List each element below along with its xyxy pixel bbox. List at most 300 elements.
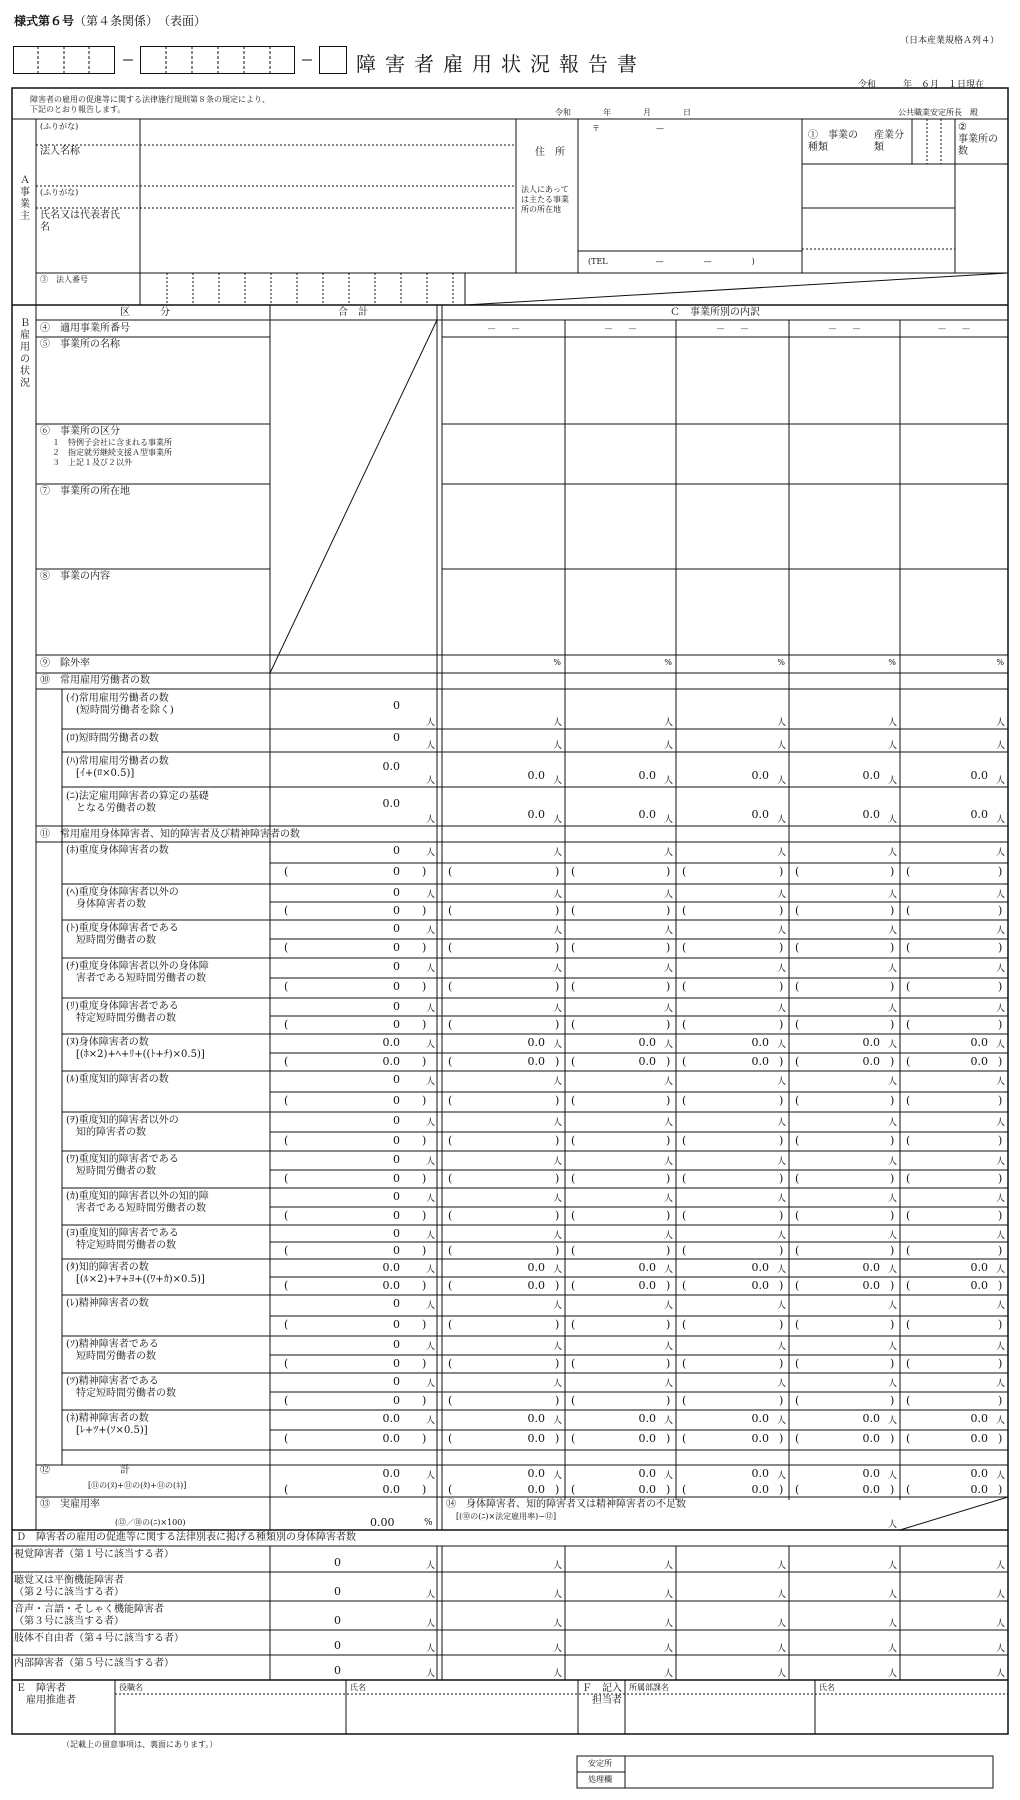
unit-label: 人 bbox=[553, 815, 563, 825]
disabled-row-total[interactable]: 0 bbox=[393, 1338, 400, 1351]
workers-row-cell[interactable]: 0.0 bbox=[527, 769, 545, 782]
disability-type-total[interactable]: 0 bbox=[334, 1556, 341, 1569]
disabled-row-total[interactable]: 0 bbox=[393, 844, 400, 857]
unit-label: 人 bbox=[553, 890, 563, 900]
disabled-row-total-sub[interactable]: 0 bbox=[393, 1134, 400, 1147]
paren-open: ( bbox=[795, 1172, 800, 1185]
position-field[interactable] bbox=[115, 1695, 346, 1734]
total-cell-sub[interactable]: 0.0 bbox=[527, 1483, 545, 1496]
disabled-row-cell[interactable]: 0.0 bbox=[862, 1412, 880, 1425]
paren-close: ) bbox=[890, 1018, 895, 1031]
unit-label: 人 bbox=[996, 776, 1006, 786]
unit-label: 人 bbox=[426, 741, 436, 751]
paren-open: ( bbox=[682, 1432, 687, 1445]
paren-close: ) bbox=[422, 1279, 427, 1292]
disabled-row-cell[interactable]: 0.0 bbox=[970, 1412, 988, 1425]
paren-open: ( bbox=[284, 1279, 289, 1292]
paren-close: ) bbox=[422, 1209, 427, 1222]
unit-label: 人 bbox=[553, 1471, 563, 1481]
unit-label: 人 bbox=[777, 1004, 787, 1014]
paren-open: ( bbox=[795, 904, 800, 917]
disabled-row-cell-sub[interactable]: 0.0 bbox=[638, 1279, 656, 1292]
paren-close: ) bbox=[890, 1244, 895, 1257]
paren-open: ( bbox=[906, 904, 911, 917]
disabled-row-cell-sub[interactable]: 0.0 bbox=[751, 1279, 769, 1292]
unit-label: 人 bbox=[426, 890, 436, 900]
paren-close: ) bbox=[998, 1134, 1003, 1147]
paren-close: ) bbox=[666, 1209, 671, 1222]
actual-rate-value[interactable]: 0.00 bbox=[370, 1516, 395, 1529]
paren-open: ( bbox=[284, 941, 289, 954]
workers-row-cell[interactable]: 0.0 bbox=[862, 769, 880, 782]
total-cell[interactable]: 0.0 bbox=[970, 1467, 988, 1480]
position-label: 役職名 bbox=[119, 1683, 143, 1692]
paren-close: ) bbox=[666, 865, 671, 878]
address-label: 住 所 bbox=[535, 147, 565, 158]
disabled-row-cell-sub[interactable]: 0.0 bbox=[638, 1055, 656, 1068]
paren-open: ( bbox=[906, 980, 911, 993]
workers-row-cell[interactable]: 0.0 bbox=[751, 769, 769, 782]
disabled-row-cell[interactable]: 0.0 bbox=[751, 1261, 769, 1274]
workers-row-cell[interactable]: 0.0 bbox=[970, 808, 988, 821]
disabled-row-label: (ﾈ)精神障害者の数 [ﾚ+ﾂ+(ｿ×0.5)] bbox=[66, 1413, 149, 1436]
disabled-row-cell[interactable]: 0.0 bbox=[862, 1261, 880, 1274]
disabled-row-cell[interactable]: 0.0 bbox=[751, 1036, 769, 1049]
disabled-row-total[interactable]: 0 bbox=[393, 922, 400, 935]
unit-label: 人 bbox=[426, 718, 436, 728]
paren-close: ) bbox=[890, 1279, 895, 1292]
disabled-row-cell-sub[interactable]: 0.0 bbox=[970, 1055, 988, 1068]
business-type-label: ① 事業の種類 bbox=[808, 130, 858, 153]
total-cell[interactable]: 0.0 bbox=[638, 1467, 656, 1480]
paren-open: ( bbox=[571, 1094, 576, 1107]
paren-close: ) bbox=[779, 1094, 784, 1107]
paren-open: ( bbox=[682, 1094, 687, 1107]
unit-label: 人 bbox=[888, 1471, 898, 1481]
office-no-dashes[interactable]: — — bbox=[938, 324, 970, 333]
paren-open: ( bbox=[682, 1209, 687, 1222]
disabled-row-cell-sub[interactable]: 0.0 bbox=[751, 1432, 769, 1445]
paren-close: ) bbox=[890, 1357, 895, 1370]
unit-label: 人 bbox=[664, 1644, 674, 1654]
name-label-2: 氏名 bbox=[819, 1683, 835, 1692]
disabled-row-cell-sub[interactable]: 0.0 bbox=[862, 1055, 880, 1068]
paren-open: ( bbox=[571, 1357, 576, 1370]
unit-label: 人 bbox=[996, 1118, 1006, 1128]
unit-label: 人 bbox=[664, 1265, 674, 1275]
unit-label: 人 bbox=[426, 1265, 436, 1275]
paren-open: ( bbox=[682, 865, 687, 878]
paren-open: ( bbox=[571, 904, 576, 917]
paren-close: ) bbox=[555, 1134, 560, 1147]
unit-label: 人 bbox=[888, 1590, 898, 1600]
disabled-row-total[interactable]: 0 bbox=[393, 1000, 400, 1013]
workers-row-total[interactable]: 0.0 bbox=[382, 759, 400, 773]
unit-label: 人 bbox=[426, 776, 436, 786]
disabled-row-cell-sub[interactable]: 0.0 bbox=[527, 1055, 545, 1068]
unit-label: 人 bbox=[888, 1561, 898, 1571]
paren-close: ) bbox=[998, 1279, 1003, 1292]
row-office-category: ⑥ 事業所の区分 bbox=[40, 426, 120, 437]
paren-close: ) bbox=[555, 865, 560, 878]
unit-label: 人 bbox=[777, 1379, 787, 1389]
workers-row-cell[interactable]: 0.0 bbox=[751, 808, 769, 821]
unit-label: 人 bbox=[996, 1379, 1006, 1389]
unit-label: 人 bbox=[553, 1004, 563, 1014]
office-no-dashes[interactable]: — — bbox=[828, 324, 861, 333]
paren-open: ( bbox=[571, 1209, 576, 1222]
disabled-row-total-sub[interactable]: 0.0 bbox=[382, 1279, 400, 1292]
paren-open: ( bbox=[284, 980, 289, 993]
workers-row-cell[interactable]: 0.0 bbox=[527, 808, 545, 821]
paren-open: ( bbox=[571, 1055, 576, 1068]
disabled-row-total[interactable]: 0 bbox=[393, 1227, 400, 1240]
paren-close: ) bbox=[779, 980, 784, 993]
disabled-row-cell[interactable]: 0.0 bbox=[527, 1036, 545, 1049]
unit-label: 人 bbox=[553, 1157, 563, 1167]
disabled-row-total-sub[interactable]: 0 bbox=[393, 1318, 400, 1331]
section-f-label: Ｆ 記入 担当者 bbox=[582, 1683, 622, 1706]
paren-open: ( bbox=[795, 1094, 800, 1107]
disabled-row-total-sub[interactable]: 0 bbox=[393, 980, 400, 993]
paren-open: ( bbox=[571, 1244, 576, 1257]
paren-open: ( bbox=[682, 1134, 687, 1147]
unit-label: 人 bbox=[888, 964, 898, 974]
paren-open: ( bbox=[571, 980, 576, 993]
unit-label: 人 bbox=[777, 926, 787, 936]
addressee: 公共職業安定所長 殿 bbox=[898, 108, 978, 117]
section-d-title: Ｄ 障害者の雇用の促進等に関する法律別表に掲げる種類別の身体障害者数 bbox=[16, 1532, 356, 1543]
paren-open: ( bbox=[682, 1483, 687, 1496]
disabled-row-total-sub[interactable]: 0 bbox=[393, 1018, 400, 1031]
paren-close: ) bbox=[666, 1094, 671, 1107]
paren-close: ) bbox=[555, 1318, 560, 1331]
unit-label: 人 bbox=[996, 1561, 1006, 1571]
row-disabled-workers: ⑪ 常用雇用身体障害者、知的障害者及び精神障害者の数 bbox=[40, 829, 300, 840]
disabled-row-cell-sub[interactable]: 0.0 bbox=[527, 1279, 545, 1292]
office-label-1: 安定所 bbox=[588, 1759, 612, 1768]
paren-open: ( bbox=[682, 1357, 687, 1370]
unit-label: 人 bbox=[664, 1590, 674, 1600]
disabled-row-cell-sub[interactable]: 0.0 bbox=[751, 1055, 769, 1068]
paren-close: ) bbox=[890, 1134, 895, 1147]
unit-label: 人 bbox=[777, 1077, 787, 1087]
total-cell-sub[interactable]: 0.0 bbox=[638, 1483, 656, 1496]
disability-type-total[interactable]: 0 bbox=[334, 1639, 341, 1652]
disabled-row-total[interactable]: 0.0 bbox=[382, 1261, 400, 1274]
paren-close: ) bbox=[998, 1094, 1003, 1107]
office-no-dashes[interactable]: — — bbox=[604, 324, 637, 333]
workers-row-cell[interactable]: 0.0 bbox=[638, 769, 656, 782]
unit-label: 人 bbox=[888, 718, 898, 728]
workers-row-cell[interactable]: 0.0 bbox=[862, 808, 880, 821]
unit-label: 人 bbox=[888, 848, 898, 858]
unit-label: 人 bbox=[777, 1561, 787, 1571]
workers-row-cell[interactable]: 0.0 bbox=[970, 769, 988, 782]
corp-number-label: ③ 法人番号 bbox=[40, 275, 88, 284]
office-no-dashes[interactable]: — — bbox=[716, 324, 749, 333]
paren-close: ) bbox=[998, 865, 1003, 878]
paren-close: ) bbox=[998, 1318, 1003, 1331]
unit-label: 人 bbox=[777, 1342, 787, 1352]
office-count-label: ② 事業所の数 bbox=[958, 122, 998, 157]
paren-open: ( bbox=[571, 1483, 576, 1496]
unit-label: 人 bbox=[553, 1231, 563, 1241]
disabled-row-total[interactable]: 0 bbox=[393, 1153, 400, 1166]
disabled-row-cell[interactable]: 0.0 bbox=[862, 1036, 880, 1049]
paren-close: ) bbox=[555, 1209, 560, 1222]
paren-open: ( bbox=[448, 980, 453, 993]
paren-open: ( bbox=[284, 1394, 289, 1407]
unit-label: 人 bbox=[888, 776, 898, 786]
disabled-row-label: (ﾁ)重度身体障害者以外の身体障 害者である短時間労働者の数 bbox=[66, 961, 209, 984]
paren-open: ( bbox=[682, 1279, 687, 1292]
workers-row-label: (ｲ)常用雇用労働者の数 (短時間労働者を除く) bbox=[66, 693, 174, 716]
furigana-label: (ふりがな) bbox=[40, 122, 79, 131]
total-cell[interactable]: 0.0 bbox=[862, 1467, 880, 1480]
paren-open: ( bbox=[795, 865, 800, 878]
unit-label: 人 bbox=[888, 741, 898, 751]
unit-label: 人 bbox=[553, 741, 563, 751]
unit-label: 人 bbox=[996, 848, 1006, 858]
paren-close: ) bbox=[998, 941, 1003, 954]
disabled-row-total[interactable]: 0 bbox=[393, 886, 400, 899]
disability-type-total[interactable]: 0 bbox=[334, 1614, 341, 1627]
paren-open: ( bbox=[448, 1134, 453, 1147]
unit-label: 人 bbox=[996, 1194, 1006, 1204]
paren-open: ( bbox=[795, 1318, 800, 1331]
disabled-row-cell-sub[interactable]: 0.0 bbox=[527, 1432, 545, 1445]
disabled-row-total-sub[interactable]: 0 bbox=[393, 865, 400, 878]
paren-open: ( bbox=[682, 904, 687, 917]
address-note: 法人にあっては主たる事業所の所在地 bbox=[521, 185, 569, 214]
disabled-row-cell[interactable]: 0.0 bbox=[970, 1261, 988, 1274]
disabled-row-label: (ﾄ)重度身体障害者である 短時間労働者の数 bbox=[66, 923, 179, 946]
unit-label: 人 bbox=[777, 848, 787, 858]
disabled-row-total[interactable]: 0.0 bbox=[382, 1412, 400, 1425]
paren-close: ) bbox=[422, 1357, 427, 1370]
disabled-row-total-sub[interactable]: 0.0 bbox=[382, 1055, 400, 1068]
unit-label: 人 bbox=[996, 1619, 1006, 1629]
disabled-row-total-sub[interactable]: 0 bbox=[393, 1209, 400, 1222]
paren-open: ( bbox=[448, 1483, 453, 1496]
paren-open: ( bbox=[284, 865, 289, 878]
disabled-row-total-sub[interactable]: 0 bbox=[393, 1357, 400, 1370]
paren-close: ) bbox=[779, 1394, 784, 1407]
disability-type-total[interactable]: 0 bbox=[334, 1585, 341, 1598]
industry-label: 産業分類 bbox=[874, 130, 904, 153]
disabled-row-cell[interactable]: 0.0 bbox=[638, 1261, 656, 1274]
unit-label: 人 bbox=[553, 1619, 563, 1629]
department-field[interactable] bbox=[625, 1695, 815, 1734]
paren-close: ) bbox=[422, 1483, 427, 1496]
unit-label: 人 bbox=[996, 890, 1006, 900]
unit-label: 人 bbox=[426, 1040, 436, 1050]
disabled-row-total[interactable]: 0 bbox=[393, 1375, 400, 1388]
disability-type-label: 内部障害者（第５号に該当する者） bbox=[14, 1658, 174, 1669]
paren-open: ( bbox=[284, 1055, 289, 1068]
unit-label: 人 bbox=[553, 1416, 563, 1426]
unit-label: 人 bbox=[996, 1004, 1006, 1014]
disabled-row-total-sub[interactable]: 0 bbox=[393, 1394, 400, 1407]
paren-open: ( bbox=[448, 1318, 453, 1331]
disabled-row-cell-sub[interactable]: 0.0 bbox=[970, 1432, 988, 1445]
disabled-row-cell[interactable]: 0.0 bbox=[527, 1412, 545, 1425]
paren-close: ) bbox=[555, 1172, 560, 1185]
disabled-row-total[interactable]: 0.0 bbox=[382, 1036, 400, 1049]
disabled-row-total[interactable]: 0 bbox=[393, 960, 400, 973]
paren-close: ) bbox=[666, 1318, 671, 1331]
exclusion-rate-unit: % bbox=[777, 658, 785, 667]
unit-label: 人 bbox=[664, 1342, 674, 1352]
disabled-row-total-sub[interactable]: 0.0 bbox=[382, 1432, 400, 1445]
row-office-name: ⑤ 事業所の名称 bbox=[40, 339, 120, 350]
paren-close: ) bbox=[555, 1055, 560, 1068]
unit-label: 人 bbox=[426, 1590, 436, 1600]
paren-close: ) bbox=[555, 1279, 560, 1292]
paren-open: ( bbox=[448, 1244, 453, 1257]
unit-label: 人 bbox=[777, 964, 787, 974]
paren-open: ( bbox=[448, 1094, 453, 1107]
paren-close: ) bbox=[666, 1483, 671, 1496]
disabled-row-total[interactable]: 0 bbox=[393, 1190, 400, 1203]
disabled-row-cell-sub[interactable]: 0.0 bbox=[862, 1432, 880, 1445]
paren-close: ) bbox=[779, 1055, 784, 1068]
total-value[interactable]: 0.0 bbox=[382, 1467, 400, 1480]
paren-open: ( bbox=[284, 1244, 289, 1257]
paren-close: ) bbox=[666, 1172, 671, 1185]
workers-row-total[interactable]: 0 bbox=[393, 699, 400, 712]
paren-open: ( bbox=[571, 941, 576, 954]
paren-close: ) bbox=[779, 904, 784, 917]
unit-label: 人 bbox=[888, 1194, 898, 1204]
unit-label: 人 bbox=[777, 1301, 787, 1311]
paren-close: ) bbox=[666, 1134, 671, 1147]
disabled-row-total-sub[interactable]: 0 bbox=[393, 941, 400, 954]
furigana-label-2: (ふりがな) bbox=[40, 188, 79, 197]
disabled-row-cell[interactable]: 0.0 bbox=[527, 1261, 545, 1274]
disabled-row-total-sub[interactable]: 0 bbox=[393, 1244, 400, 1257]
paren-close: ) bbox=[890, 1432, 895, 1445]
paren-open: ( bbox=[571, 1018, 576, 1031]
paren-close: ) bbox=[998, 1394, 1003, 1407]
total-cell[interactable]: 0.0 bbox=[527, 1467, 545, 1480]
paren-open: ( bbox=[906, 865, 911, 878]
disabled-row-label: (ﾂ)精神障害者である 特定短時間労働者の数 bbox=[66, 1376, 176, 1399]
name-field[interactable] bbox=[346, 1695, 578, 1734]
office-no-dashes[interactable]: — — bbox=[487, 324, 520, 333]
disability-type-total[interactable]: 0 bbox=[334, 1664, 341, 1677]
unit-label: 人 bbox=[664, 1040, 674, 1050]
disabled-row-total[interactable]: 0 bbox=[393, 1073, 400, 1086]
paren-open: ( bbox=[571, 1172, 576, 1185]
unit-label: 人 bbox=[426, 1231, 436, 1241]
row-shortfall: ⑭ 身体障害者、知的障害者又は精神障害者の不足数 bbox=[446, 1499, 686, 1510]
total-cell[interactable]: 0.0 bbox=[751, 1467, 769, 1480]
paren-close: ) bbox=[422, 1394, 427, 1407]
disabled-row-label: (ﾀ)知的障害者の数 [(ﾙ×2)+ｦ+ﾖ+((ﾜ+ｶ)×0.5)] bbox=[66, 1262, 205, 1285]
disabled-row-total-sub[interactable]: 0 bbox=[393, 1172, 400, 1185]
paren-open: ( bbox=[906, 1483, 911, 1496]
paren-close: ) bbox=[555, 980, 560, 993]
row-exclusion-rate: ⑨ 除外率 bbox=[40, 658, 90, 669]
paren-open: ( bbox=[795, 1018, 800, 1031]
total-value-sub[interactable]: 0.0 bbox=[382, 1483, 400, 1496]
name-field-2[interactable] bbox=[815, 1695, 1008, 1734]
disabled-row-cell-sub[interactable]: 0.0 bbox=[970, 1279, 988, 1292]
paren-close: ) bbox=[666, 1244, 671, 1257]
paren-close: ) bbox=[998, 1172, 1003, 1185]
unit-label: 人 bbox=[426, 1157, 436, 1167]
paren-close: ) bbox=[998, 904, 1003, 917]
section-a-side: Ａ 事 業 主 bbox=[20, 175, 30, 222]
paren-close: ) bbox=[555, 941, 560, 954]
paren-close: ) bbox=[555, 1432, 560, 1445]
unit-label: 人 bbox=[888, 1644, 898, 1654]
as-of-date: 令和 年 ６月 １日現在 bbox=[858, 80, 985, 90]
paren-close: ) bbox=[998, 1244, 1003, 1257]
workers-row-total[interactable]: 0 bbox=[393, 730, 400, 744]
unit-label: 人 bbox=[777, 1040, 787, 1050]
disabled-row-total[interactable]: 0 bbox=[393, 1114, 400, 1127]
paren-close: ) bbox=[555, 1094, 560, 1107]
unit-label: 人 bbox=[426, 926, 436, 936]
unit-label: 人 bbox=[777, 1471, 787, 1481]
total-cell-sub[interactable]: 0.0 bbox=[970, 1483, 988, 1496]
paren-open: ( bbox=[448, 1394, 453, 1407]
disabled-row-total-sub[interactable]: 0 bbox=[393, 1094, 400, 1107]
unit-label: 人 bbox=[426, 1004, 436, 1014]
disabled-row-cell-sub[interactable]: 0.0 bbox=[862, 1279, 880, 1292]
paren-close: ) bbox=[779, 865, 784, 878]
total-cell-sub[interactable]: 0.0 bbox=[862, 1483, 880, 1496]
disabled-row-cell-sub[interactable]: 0.0 bbox=[638, 1432, 656, 1445]
category-options: １ 特例子会社に含まれる事業所 ２ 指定就労継続支援Ａ型事業所 ３ 上記１及び２以外 bbox=[52, 438, 172, 467]
exclusion-rate-unit: % bbox=[553, 658, 561, 667]
disabled-row-cell[interactable]: 0.0 bbox=[970, 1036, 988, 1049]
paren-open: ( bbox=[682, 980, 687, 993]
paren-close: ) bbox=[998, 1018, 1003, 1031]
unit-label: 人 bbox=[996, 1644, 1006, 1654]
unit-label: 人 bbox=[426, 1194, 436, 1204]
unit-label: 人 bbox=[777, 1619, 787, 1629]
workers-row-total[interactable]: 0.0 bbox=[382, 796, 400, 810]
paren-open: ( bbox=[571, 865, 576, 878]
unit-label: 人 bbox=[996, 741, 1006, 751]
disabled-row-cell[interactable]: 0.0 bbox=[638, 1412, 656, 1425]
row-business-content: ⑧ 事業の内容 bbox=[40, 571, 110, 582]
paren-close: ) bbox=[422, 865, 427, 878]
paren-open: ( bbox=[448, 1209, 453, 1222]
workers-row-cell[interactable]: 0.0 bbox=[638, 808, 656, 821]
disabled-row-cell[interactable]: 0.0 bbox=[751, 1412, 769, 1425]
disabled-row-total-sub[interactable]: 0 bbox=[393, 904, 400, 917]
unit-label: 人 bbox=[996, 815, 1006, 825]
row-total-formula: [⑪の(ﾇ)+⑪の(ﾀ)+⑪の(ﾈ)] bbox=[88, 1481, 187, 1490]
form-title: 障害者雇用状況報告書 bbox=[356, 52, 646, 76]
tel-label: (TEL — — ) bbox=[588, 257, 755, 266]
total-cell-sub[interactable]: 0.0 bbox=[751, 1483, 769, 1496]
disabled-row-cell[interactable]: 0.0 bbox=[638, 1036, 656, 1049]
unit-label: 人 bbox=[777, 1590, 787, 1600]
paren-open: ( bbox=[448, 1279, 453, 1292]
disabled-row-label: (ｶ)重度知的障害者以外の知的障 害者である短時間労働者の数 bbox=[66, 1191, 209, 1214]
disabled-row-total[interactable]: 0 bbox=[393, 1297, 400, 1310]
unit-label: 人 bbox=[888, 1004, 898, 1014]
paren-close: ) bbox=[779, 1318, 784, 1331]
unit-label: 人 bbox=[553, 926, 563, 936]
disabled-row-label: (ｿ)精神障害者である 短時間労働者の数 bbox=[66, 1339, 159, 1362]
